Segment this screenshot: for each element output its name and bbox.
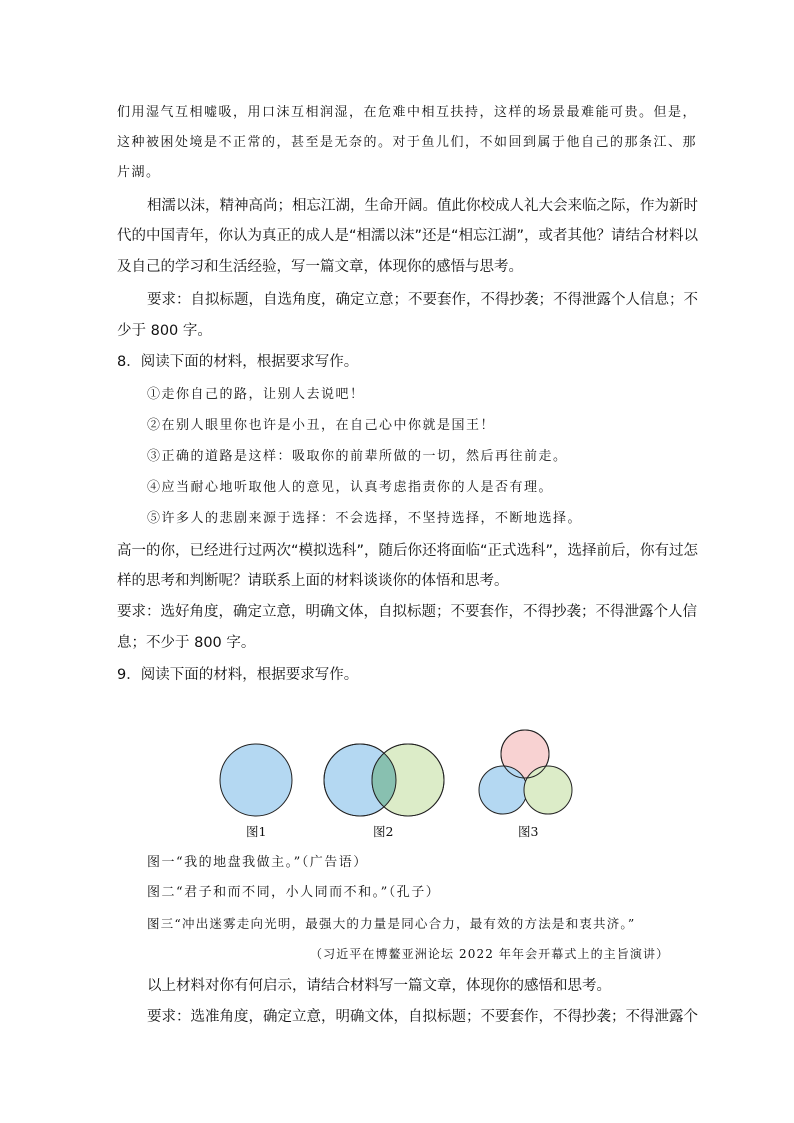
question-9-heading: 9．阅读下面的材料，根据要求写作。 bbox=[117, 667, 359, 683]
prompt-7-line-1: 相濡以沫，精神高尚；相忘江湖，生命开阔。值此你校成人礼大会来临之际，作为新时 bbox=[147, 198, 698, 214]
figure3-quote: 图三“冲出迷雾走向光明，最强大的力量是同心合力，最有效的方法是和衷共济。” bbox=[147, 916, 636, 931]
quote-5: ⑤许多人的悲剧来源于选择：不会选择，不坚持选择，不断地选择。 bbox=[147, 511, 583, 526]
quote-1: ①走你自己的路，让别人去说吧！ bbox=[147, 387, 365, 402]
requirement-8-line-2: 息；不少于 800 字。 bbox=[117, 635, 256, 651]
figure3-circle-right bbox=[524, 766, 572, 814]
prompt-8-line-1: 高一的你，已经进行过两次“模拟选科”，随后你还将面临“正式选科”，选择前后，你有过怎 bbox=[117, 543, 699, 559]
prompt-7-line-3: 及自己的学习和生活经验，写一篇文章，体现你的感悟与思考。 bbox=[117, 259, 523, 275]
figure2-caption: 图2 bbox=[373, 824, 394, 839]
material-text-line-2: 这种被困处境是不正常的，甚至是无奈的。对于鱼儿们，不如回到属于他自己的那条江、那 bbox=[117, 135, 698, 150]
figure1-circle bbox=[220, 744, 292, 816]
requirement-7-line-2: 少于 800 字。 bbox=[117, 323, 212, 339]
figure3-caption: 图3 bbox=[518, 824, 539, 839]
quote-2: ②在别人眼里你也许是小丑，在自己心中你就是国王！ bbox=[147, 418, 496, 433]
question-8-heading: 8．阅读下面的材料，根据要求写作。 bbox=[117, 354, 359, 370]
figure1-caption: 图1 bbox=[246, 824, 267, 839]
material-text-line-1: 们用湿气互相嘘吸，用口沫互相润湿，在危难中相互扶持，这样的场景最难能可贵。但是， bbox=[117, 105, 698, 120]
requirement-8-line-1: 要求：选好角度，确定立意，明确文体，自拟标题；不要套作，不得抄袭；不得泄露个人信 bbox=[117, 604, 697, 620]
figure3-circle-left bbox=[479, 766, 527, 814]
requirement-9-line-1: 要求：选准角度，确定立意，明确文体，自拟标题；不要套作，不得抄袭；不得泄露个 bbox=[147, 1009, 698, 1025]
quote-4: ④应当耐心地听取他人的意见，认真考虑指责你的人是否有理。 bbox=[147, 480, 554, 495]
figure3-source: （习近平在博鳌亚洲论坛 2022 年年会开幕式上的主旨演讲） bbox=[310, 947, 670, 961]
material-text-line-3: 片湖。 bbox=[117, 165, 161, 180]
quote-3: ③正确的道路是这样：吸取你的前辈所做的一切，然后再往前走。 bbox=[147, 449, 568, 464]
requirement-7-line-1: 要求：自拟标题，自选角度，确定立意；不要套作，不得抄袭；不得泄露个人信息；不 bbox=[147, 292, 698, 308]
prompt-9-line-1: 以上材料对你有何启示，请结合材料写一篇文章，体现你的感悟和思考。 bbox=[147, 978, 611, 994]
figure1-quote: 图一“我的地盘我做主。”（广告语） bbox=[147, 855, 368, 870]
figure2-quote: 图二“君子和而不同，小人同而不和。”（孔子） bbox=[147, 885, 441, 900]
prompt-8-line-2: 样的思考和判断呢？请联系上面的材料谈谈你的体悟和思考。 bbox=[117, 573, 509, 589]
prompt-7-line-2: 代的中国青年，你认为真正的成人是“相濡以沫”还是“相忘江湖”，或者其他？请结合材料以 bbox=[117, 228, 699, 244]
